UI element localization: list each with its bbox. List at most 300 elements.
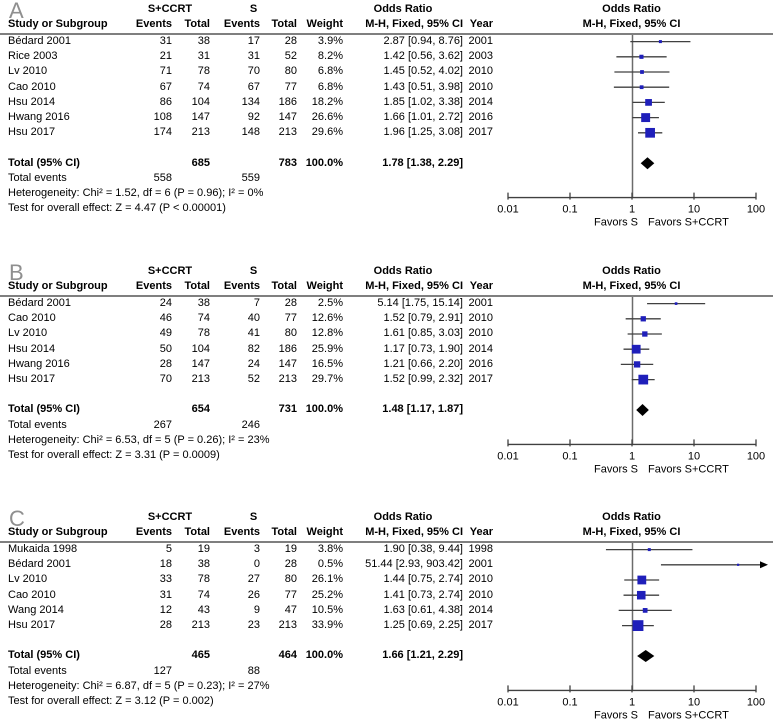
group-header-row <box>0 510 500 525</box>
group-control-label: S <box>249 265 258 277</box>
events2-value: 92 <box>247 111 260 123</box>
or-ci-value: 1.21 [0.66, 2.20] <box>383 357 463 370</box>
forest-plot-area <box>490 262 773 508</box>
events1-value: 12 <box>159 603 172 616</box>
group-experimental-label: S+CCRT <box>147 3 193 15</box>
weight-column-header: Weight <box>306 18 343 30</box>
or-square-marker <box>675 302 678 305</box>
total-row <box>0 648 500 663</box>
study-row <box>0 296 500 311</box>
axis-tick-label: 0.01 <box>497 203 519 216</box>
or-ci-value: 1.45 [0.52, 4.02] <box>383 65 463 78</box>
total2-value: 213 <box>278 619 297 631</box>
total2-value: 147 <box>278 111 297 123</box>
year-value: 2016 <box>468 357 493 370</box>
axis-tick-label: 1 <box>628 450 636 463</box>
events2-value: 17 <box>247 35 260 47</box>
weight-value: 29.7% <box>311 373 343 385</box>
heterogeneity-text: Heterogeneity: Chi² = 6.53, df = 5 (P = 0.26); I² = 23% <box>8 433 270 446</box>
events2-value: 9 <box>253 603 260 616</box>
total-events2-value: 88 <box>247 664 260 677</box>
or-square-marker <box>643 608 648 613</box>
study-name: Lv 2010 <box>8 573 48 586</box>
events2-value: 41 <box>247 327 260 340</box>
total2-value: 80 <box>284 65 297 78</box>
study-name: Bédard 2001 <box>8 297 71 309</box>
year-value: 2001 <box>468 558 493 571</box>
panel-c <box>0 508 773 725</box>
total-events-label: Total events <box>8 418 67 431</box>
axis-tick-label: 0.01 <box>497 450 519 463</box>
events1-column-header: Events <box>135 526 172 538</box>
or-square-marker <box>642 331 647 336</box>
total1-value: 74 <box>197 312 210 325</box>
events2-value: 70 <box>247 65 260 78</box>
weight-sum: 100.0% <box>305 403 343 416</box>
forest-plot-area <box>490 508 773 725</box>
total1-value: 19 <box>197 543 210 555</box>
total1-value: 74 <box>197 80 210 93</box>
weight-value: 0.5% <box>317 558 343 571</box>
total1-value: 147 <box>191 111 210 123</box>
study-name: Cao 2010 <box>8 588 56 601</box>
or-ci-value: 1.61 [0.85, 3.03] <box>383 327 463 340</box>
year-value: 2016 <box>468 111 493 123</box>
or-ci-value: 1.52 [0.99, 2.32] <box>383 373 463 385</box>
study-row <box>0 326 500 341</box>
group-experimental-label: S+CCRT <box>147 511 193 523</box>
study-row <box>0 557 500 572</box>
or-ci-value: 1.63 [0.61, 4.38] <box>383 603 463 616</box>
total-events-label: Total events <box>8 171 67 184</box>
study-name: Hsu 2014 <box>8 95 56 108</box>
weight-sum: 100.0% <box>305 156 343 169</box>
total1-value: 213 <box>191 619 210 631</box>
favors-right-label: Favors S+CCRT <box>648 216 729 229</box>
total2-value: 28 <box>284 35 297 47</box>
axis-tick-label: 10 <box>687 450 701 463</box>
plot-or-header: Odds Ratio <box>602 265 661 277</box>
events1-value: 50 <box>159 342 172 355</box>
events2-value: 26 <box>247 588 260 601</box>
year-value: 2010 <box>468 65 493 78</box>
ci-column-header: M-H, Fixed, 95% CI <box>365 526 463 538</box>
study-row <box>0 34 500 49</box>
study-row <box>0 342 500 357</box>
events1-value: 18 <box>159 558 172 571</box>
year-column-header: Year <box>469 526 493 538</box>
year-value: 2010 <box>468 80 493 93</box>
total-row <box>0 402 500 417</box>
total2-value: 47 <box>284 603 297 616</box>
weight-value: 2.5% <box>317 297 343 309</box>
total2-value: 52 <box>284 50 297 63</box>
events1-value: 86 <box>159 95 172 108</box>
weight-value: 25.9% <box>311 342 343 355</box>
total2-sum: 464 <box>278 649 297 662</box>
study-name: Hsu 2017 <box>8 619 56 631</box>
total2-sum: 731 <box>278 403 297 416</box>
events1-column-header: Events <box>135 18 172 30</box>
heterogeneity-row <box>0 679 500 694</box>
total-events-row <box>0 664 500 679</box>
total-events1-value: 558 <box>153 171 172 184</box>
total-diamond-marker <box>636 404 649 416</box>
heterogeneity-text: Heterogeneity: Chi² = 1.52, df = 6 (P = 0.96); I² = 0% <box>8 187 264 199</box>
year-value: 2010 <box>468 312 493 325</box>
year-value: 2010 <box>468 573 493 586</box>
or-ci-value: 1.66 [1.01, 2.72] <box>383 111 463 123</box>
study-name: Hsu 2017 <box>8 126 56 139</box>
axis-tick-label: 0.1 <box>562 203 578 216</box>
total1-column-header: Total <box>184 280 210 292</box>
study-column-header: Study or Subgroup <box>8 526 108 538</box>
total-events2-value: 559 <box>241 171 260 184</box>
or-ci-value: 1.25 [0.69, 2.25] <box>383 619 463 631</box>
events2-value: 67 <box>247 80 260 93</box>
study-name: Rice 2003 <box>8 50 58 63</box>
panel-letter: C <box>9 506 25 531</box>
group-experimental-label: S+CCRT <box>147 265 193 277</box>
total1-value: 31 <box>197 50 210 63</box>
events2-value: 23 <box>247 619 260 631</box>
total-events-row <box>0 171 500 186</box>
year-value: 2014 <box>468 603 493 616</box>
total2-value: 213 <box>278 373 297 385</box>
total1-column-header: Total <box>184 18 210 30</box>
study-row <box>0 95 500 110</box>
total2-column-header: Total <box>271 280 297 292</box>
or-square-marker <box>638 375 648 385</box>
events2-value: 27 <box>247 573 260 586</box>
events2-value: 52 <box>247 373 260 385</box>
total2-value: 28 <box>284 558 297 571</box>
favors-left-label: Favors S <box>593 216 638 229</box>
plot-or-header: Odds Ratio <box>602 3 661 15</box>
events1-value: 67 <box>159 80 172 93</box>
year-column-header: Year <box>469 280 493 292</box>
total-events2-value: 246 <box>241 418 260 431</box>
study-row <box>0 588 500 603</box>
total2-value: 186 <box>278 95 297 108</box>
total2-value: 19 <box>284 543 297 555</box>
weight-value: 25.2% <box>311 588 343 601</box>
weight-value: 12.8% <box>311 327 343 340</box>
weight-value: 26.1% <box>311 573 343 586</box>
total2-value: 77 <box>284 80 297 93</box>
overall-effect-text: Test for overall effect: Z = 3.12 (P = 0.002) <box>8 695 214 707</box>
axis-tick-label: 0.1 <box>562 696 578 709</box>
total1-column-header: Total <box>184 526 210 538</box>
or-square-marker <box>640 70 644 74</box>
total1-value: 78 <box>197 327 210 340</box>
or-square-marker <box>634 361 640 367</box>
panel-a <box>0 0 773 262</box>
ci-column-header: M-H, Fixed, 95% CI <box>365 18 463 30</box>
plot-ci-header: M-H, Fixed, 95% CI <box>582 18 681 30</box>
panel-letter: B <box>9 260 24 285</box>
or-ci-value: 1.42 [0.56, 3.62] <box>383 50 463 63</box>
weight-value: 3.8% <box>317 543 343 555</box>
events2-value: 31 <box>247 50 260 63</box>
table-or-header: Odds Ratio <box>373 511 433 523</box>
total1-sum: 465 <box>191 649 210 662</box>
overall-effect-text: Test for overall effect: Z = 3.31 (P = 0.0009) <box>8 449 220 461</box>
or-square-marker <box>659 40 662 43</box>
or-square-marker <box>645 99 652 106</box>
study-name: Wang 2014 <box>8 603 64 616</box>
or-ci-value: 1.90 [0.38, 9.44] <box>383 543 463 555</box>
panel-letter: A <box>9 0 24 23</box>
events2-column-header: Events <box>223 280 260 292</box>
favors-right-label: Favors S+CCRT <box>648 709 729 722</box>
events2-value: 40 <box>247 312 260 325</box>
events2-value: 148 <box>241 126 260 139</box>
events1-value: 70 <box>159 373 172 385</box>
weight-column-header: Weight <box>306 526 343 538</box>
or-ci-value: 5.14 [1.75, 15.14] <box>377 297 463 309</box>
total2-value: 80 <box>284 573 297 586</box>
favors-left-label: Favors S <box>593 463 638 476</box>
or-square-marker <box>641 113 650 122</box>
total-or-ci-value: 1.66 [1.21, 2.29] <box>382 649 463 662</box>
total1-value: 104 <box>191 342 210 355</box>
weight-value: 6.8% <box>317 80 343 93</box>
study-row <box>0 572 500 587</box>
group-control-label: S <box>249 511 258 523</box>
total-row <box>0 156 500 171</box>
total-label: Total (95% CI) <box>8 403 80 416</box>
total1-value: 78 <box>197 65 210 78</box>
total1-value: 38 <box>197 35 210 47</box>
events2-value: 134 <box>241 95 260 108</box>
axis-tick-label: 0.01 <box>497 696 519 709</box>
total2-value: 77 <box>284 588 297 601</box>
total-diamond-marker <box>637 650 654 662</box>
group-header-row <box>0 264 500 279</box>
or-square-marker <box>641 316 646 321</box>
year-value: 2003 <box>468 50 493 63</box>
events1-value: 33 <box>159 573 172 586</box>
study-column-header: Study or Subgroup <box>8 280 108 292</box>
events1-value: 28 <box>159 619 172 631</box>
weight-value: 8.2% <box>317 50 343 63</box>
study-name: Bédard 2001 <box>8 35 71 47</box>
study-name: Cao 2010 <box>8 312 56 325</box>
events1-value: 49 <box>159 327 172 340</box>
or-square-marker <box>632 345 641 354</box>
total-label: Total (95% CI) <box>8 649 80 662</box>
plot-ci-header: M-H, Fixed, 95% CI <box>582 280 681 292</box>
favors-right-label: Favors S+CCRT <box>648 463 729 476</box>
column-header-row <box>0 279 500 294</box>
total-label: Total (95% CI) <box>8 156 80 169</box>
or-square-marker <box>633 620 644 631</box>
events2-value: 24 <box>247 357 260 370</box>
total1-sum: 685 <box>191 156 210 169</box>
axis-tick-label: 10 <box>687 203 701 216</box>
events1-value: 31 <box>159 35 172 47</box>
or-ci-value: 1.52 [0.79, 2.91] <box>383 312 463 325</box>
weight-value: 12.6% <box>311 312 343 325</box>
or-square-marker <box>640 85 644 89</box>
study-name: Lv 2010 <box>8 65 48 78</box>
year-value: 2010 <box>468 588 493 601</box>
events1-value: 5 <box>165 543 172 555</box>
events1-value: 31 <box>159 588 172 601</box>
study-row <box>0 542 500 557</box>
study-name: Mukaida 1998 <box>8 543 78 555</box>
total1-value: 104 <box>191 95 210 108</box>
year-value: 2014 <box>468 95 493 108</box>
forest-plot-area <box>490 0 773 262</box>
total1-value: 38 <box>197 558 210 571</box>
group-control-label: S <box>249 3 258 15</box>
or-square-marker <box>645 128 655 138</box>
events1-value: 71 <box>159 65 172 78</box>
year-value: 2017 <box>468 373 493 385</box>
axis-tick-label: 100 <box>746 696 766 709</box>
or-square-marker <box>637 576 646 585</box>
ci-arrow-icon <box>760 561 768 568</box>
or-square-marker <box>637 591 646 600</box>
year-value: 2017 <box>468 619 493 631</box>
axis-tick-label: 100 <box>746 203 766 216</box>
weight-value: 33.9% <box>311 619 343 631</box>
study-row <box>0 125 500 140</box>
or-ci-value: 1.43 [0.51, 3.98] <box>383 80 463 93</box>
study-row <box>0 49 500 64</box>
events1-value: 174 <box>153 126 172 139</box>
study-name: Bédard 2001 <box>8 558 71 571</box>
weight-value: 18.2% <box>311 95 343 108</box>
total-events1-value: 267 <box>153 418 172 431</box>
heterogeneity-row <box>0 433 500 448</box>
weight-value: 10.5% <box>311 603 343 616</box>
events1-column-header: Events <box>135 280 172 292</box>
axis-tick-label: 0.1 <box>562 450 578 463</box>
study-row <box>0 603 500 618</box>
panel-b <box>0 262 773 508</box>
column-header-row <box>0 17 500 32</box>
total1-value: 213 <box>191 126 210 139</box>
column-header-row <box>0 525 500 540</box>
total2-value: 80 <box>284 327 297 340</box>
overall-effect-row <box>0 448 500 463</box>
study-row <box>0 64 500 79</box>
total1-value: 43 <box>197 603 210 616</box>
plot-or-header: Odds Ratio <box>602 511 661 523</box>
total-events1-value: 127 <box>153 664 172 677</box>
total-diamond-marker <box>641 157 655 169</box>
or-ci-value: 1.41 [0.73, 2.74] <box>383 588 463 601</box>
total2-value: 28 <box>284 297 297 309</box>
table-or-header: Odds Ratio <box>373 265 433 277</box>
total1-value: 78 <box>197 573 210 586</box>
events1-value: 108 <box>153 111 172 123</box>
year-column-header: Year <box>469 18 493 30</box>
year-value: 2001 <box>468 35 493 47</box>
events2-value: 7 <box>253 297 260 309</box>
total-or-ci-value: 1.48 [1.17, 1.87] <box>382 403 463 416</box>
axis-tick-label: 1 <box>628 696 636 709</box>
or-square-marker <box>737 564 739 566</box>
table-or-header: Odds Ratio <box>373 3 433 15</box>
events2-value: 82 <box>247 342 260 355</box>
total2-column-header: Total <box>271 526 297 538</box>
events2-column-header: Events <box>223 18 260 30</box>
overall-effect-row <box>0 201 500 216</box>
total-events-row <box>0 418 500 433</box>
total2-sum: 783 <box>278 156 297 169</box>
study-name: Lv 2010 <box>8 327 48 340</box>
or-ci-value: 2.87 [0.94, 8.76] <box>383 35 463 47</box>
or-ci-value: 1.96 [1.25, 3.08] <box>383 126 463 139</box>
heterogeneity-row <box>0 186 500 201</box>
year-value: 2001 <box>468 297 493 309</box>
weight-value: 3.9% <box>317 35 343 47</box>
group-header-row <box>0 2 500 17</box>
total-events-label: Total events <box>8 664 67 677</box>
events1-value: 24 <box>159 297 172 309</box>
study-name: Hwang 2016 <box>8 111 70 123</box>
total2-value: 213 <box>278 126 297 139</box>
events2-value: 3 <box>253 543 260 555</box>
or-ci-value: 1.85 [1.02, 3.38] <box>383 95 463 108</box>
weight-value: 6.8% <box>317 65 343 78</box>
favors-left-label: Favors S <box>593 709 638 722</box>
total1-sum: 654 <box>191 403 210 416</box>
ci-column-header: M-H, Fixed, 95% CI <box>365 280 463 292</box>
plot-ci-header: M-H, Fixed, 95% CI <box>582 526 681 538</box>
year-value: 2010 <box>468 327 493 340</box>
total1-value: 213 <box>191 373 210 385</box>
study-row <box>0 80 500 95</box>
study-row <box>0 372 500 387</box>
weight-sum: 100.0% <box>305 649 343 662</box>
overall-effect-row <box>0 694 500 709</box>
study-row <box>0 311 500 326</box>
weight-value: 26.6% <box>311 111 343 123</box>
or-square-marker <box>639 55 643 59</box>
total1-value: 74 <box>197 588 210 601</box>
weight-value: 16.5% <box>311 357 343 370</box>
overall-effect-text: Test for overall effect: Z = 4.47 (P < 0.00001) <box>8 202 226 215</box>
study-name: Hwang 2016 <box>8 357 70 370</box>
or-square-marker <box>648 548 651 551</box>
axis-tick-label: 1 <box>628 203 636 216</box>
total-or-ci-value: 1.78 [1.38, 2.29] <box>382 156 463 169</box>
axis-tick-label: 10 <box>687 696 701 709</box>
events2-value: 0 <box>253 558 260 571</box>
total2-value: 147 <box>278 357 297 370</box>
events1-value: 46 <box>159 312 172 325</box>
study-name: Cao 2010 <box>8 80 56 93</box>
study-row <box>0 110 500 125</box>
total2-value: 186 <box>278 342 297 355</box>
total1-value: 38 <box>197 297 210 309</box>
year-value: 2017 <box>468 126 493 139</box>
study-name: Hsu 2014 <box>8 342 56 355</box>
total2-value: 77 <box>284 312 297 325</box>
study-column-header: Study or Subgroup <box>8 18 108 30</box>
events1-value: 28 <box>159 357 172 370</box>
heterogeneity-text: Heterogeneity: Chi² = 6.87, df = 5 (P = 0.23); I² = 27% <box>8 679 270 692</box>
or-ci-value: 1.17 [0.73, 1.90] <box>383 342 463 355</box>
study-row <box>0 357 500 372</box>
or-ci-value: 1.44 [0.75, 2.74] <box>383 573 463 586</box>
study-name: Hsu 2017 <box>8 373 56 385</box>
